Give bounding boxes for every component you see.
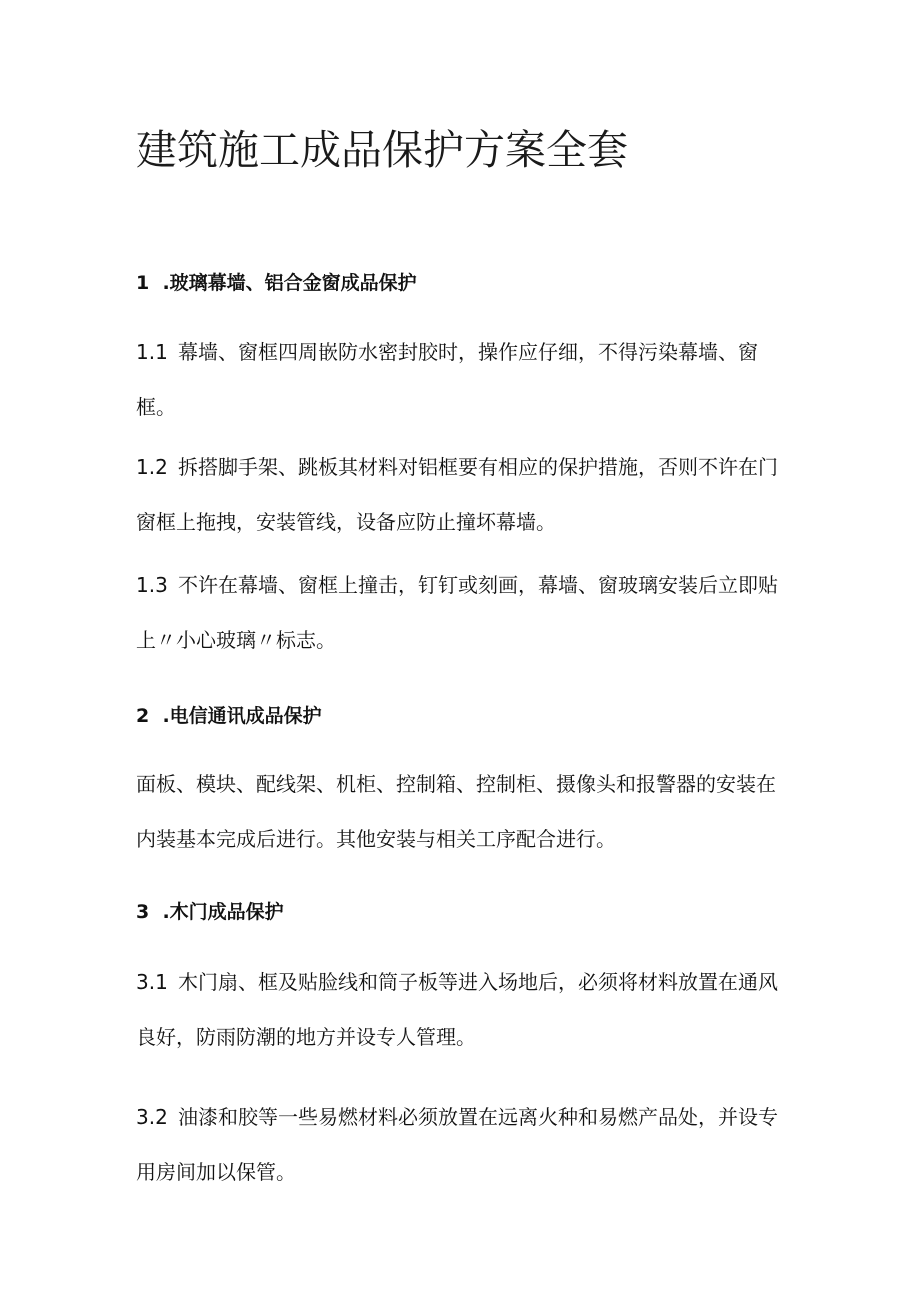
paragraph-text: 幕墙、窗框四周嵌防水密封胶时，操作应仔细，不得污染幕墙、窗框。 xyxy=(136,340,758,419)
paragraph-3-1 xyxy=(136,955,784,1065)
paragraph-number: 3.1 xyxy=(136,970,168,994)
paragraph-text: 木门扇、框及贴脸线和筒子板等进入场地后，必须将材料放置在通风良好，防雨防潮的地方并设专人管理。 xyxy=(136,970,778,1049)
section-heading-2: 2 .电信通讯成品保护 xyxy=(136,705,322,727)
paragraph-text: 油漆和胶等一些易燃材料必须放置在远离火种和易燃产品处，并设专用房间加以保管。 xyxy=(136,1105,778,1184)
paragraph-number: 3.2 xyxy=(136,1105,168,1129)
paragraph-1-3 xyxy=(136,558,784,668)
paragraph-1-2 xyxy=(136,440,784,550)
paragraph-3-2 xyxy=(136,1090,784,1200)
paragraph-1-1 xyxy=(136,325,784,435)
paragraph-number: 1.1 xyxy=(136,340,168,364)
document-title: 建筑施工成品保护方案全套 xyxy=(136,126,628,174)
paragraph-2 xyxy=(136,757,784,867)
section-heading-3: 3 .木门成品保护 xyxy=(136,901,284,923)
section-heading-1: 1 .玻璃幕墙、铝合金窗成品保护 xyxy=(136,272,417,294)
paragraph-text: 不许在幕墙、窗框上撞击，钉钉或刻画，幕墙、窗玻璃安装后立即贴上〃小心玻璃〃标志。 xyxy=(136,573,778,652)
paragraph-text: 面板、模块、配线架、机柜、控制箱、控制柜、摄像头和报警器的安装在内装基本完成后进行。其他安装与相关工序配合进行。 xyxy=(136,772,776,851)
paragraph-text: 拆搭脚手架、跳板其材料对铝框要有相应的保护措施，否则不许在门窗框上拖拽，安装管线，设备应防止撞坏幕墙。 xyxy=(136,455,778,534)
paragraph-number: 1.3 xyxy=(136,573,168,597)
paragraph-number: 1.2 xyxy=(136,455,168,479)
